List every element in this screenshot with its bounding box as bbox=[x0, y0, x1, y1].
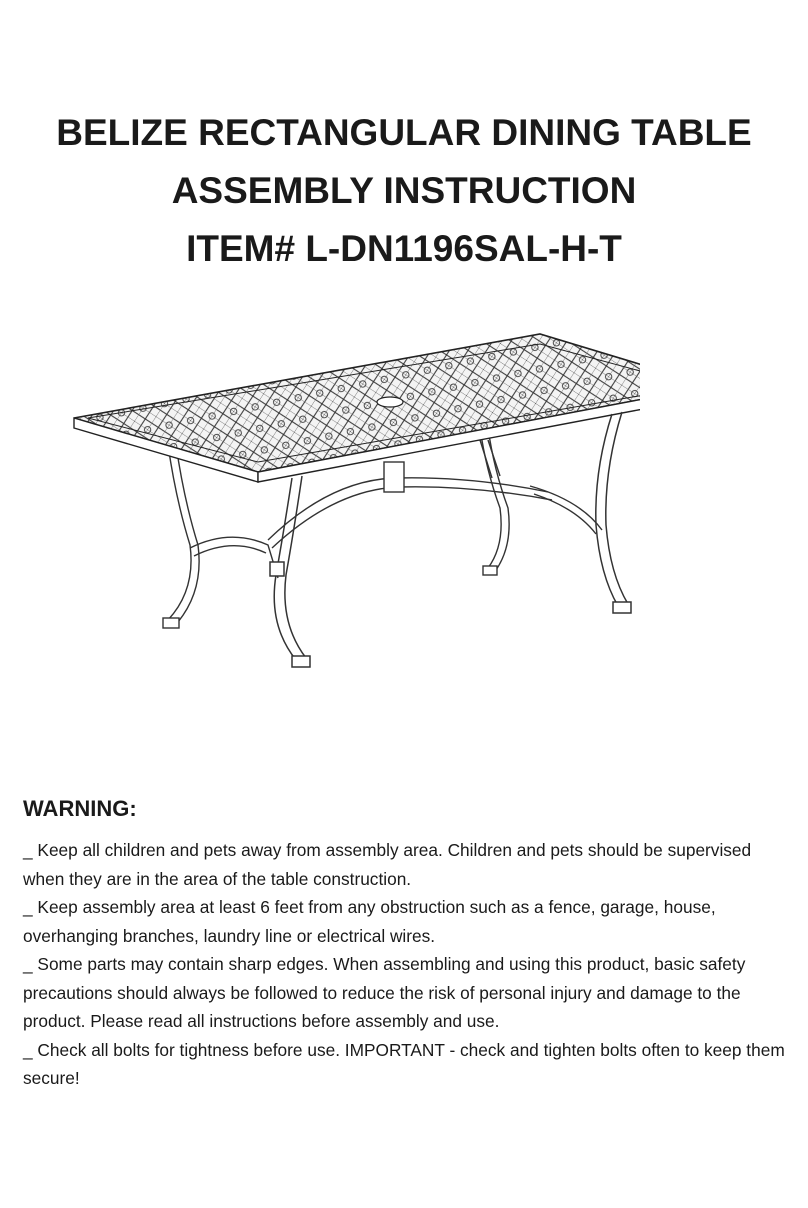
title-line-item-number: ITEM# L-DN1196SAL-H-T bbox=[186, 228, 622, 269]
title-line-product: BELIZE RECTANGULAR DINING TABLE bbox=[56, 112, 752, 153]
warning-item-sharp-edges: _ Some parts may contain sharp edges. When assembling and using this product, basic safety precautions should always be followed to reduce the risk of personal injury and damage to the product. Please read all instructions before assembly and use. bbox=[23, 954, 746, 1031]
table-top bbox=[74, 334, 640, 482]
warning-item-bolts: _ Check all bolts for tightness before use. IMPORTANT - check and tighten bolts often to keep them secure! bbox=[23, 1039, 785, 1088]
table-illustration bbox=[60, 326, 640, 674]
warning-item-children-pets: _ Keep all children and pets away from assembly area. Children and pets should be supervised when they are in the area of the table construction. bbox=[23, 840, 752, 889]
warning-heading: WARNING: bbox=[23, 796, 137, 821]
warning-section bbox=[23, 794, 793, 1093]
title-line-doc-type: ASSEMBLY INSTRUCTION bbox=[171, 170, 637, 211]
warning-item-clearance: _ Keep assembly area at least 6 feet from any obstruction such as a fence, garage, house, overhanging branches, laundry line or electrical wires. bbox=[23, 897, 716, 946]
document-title bbox=[0, 104, 808, 278]
